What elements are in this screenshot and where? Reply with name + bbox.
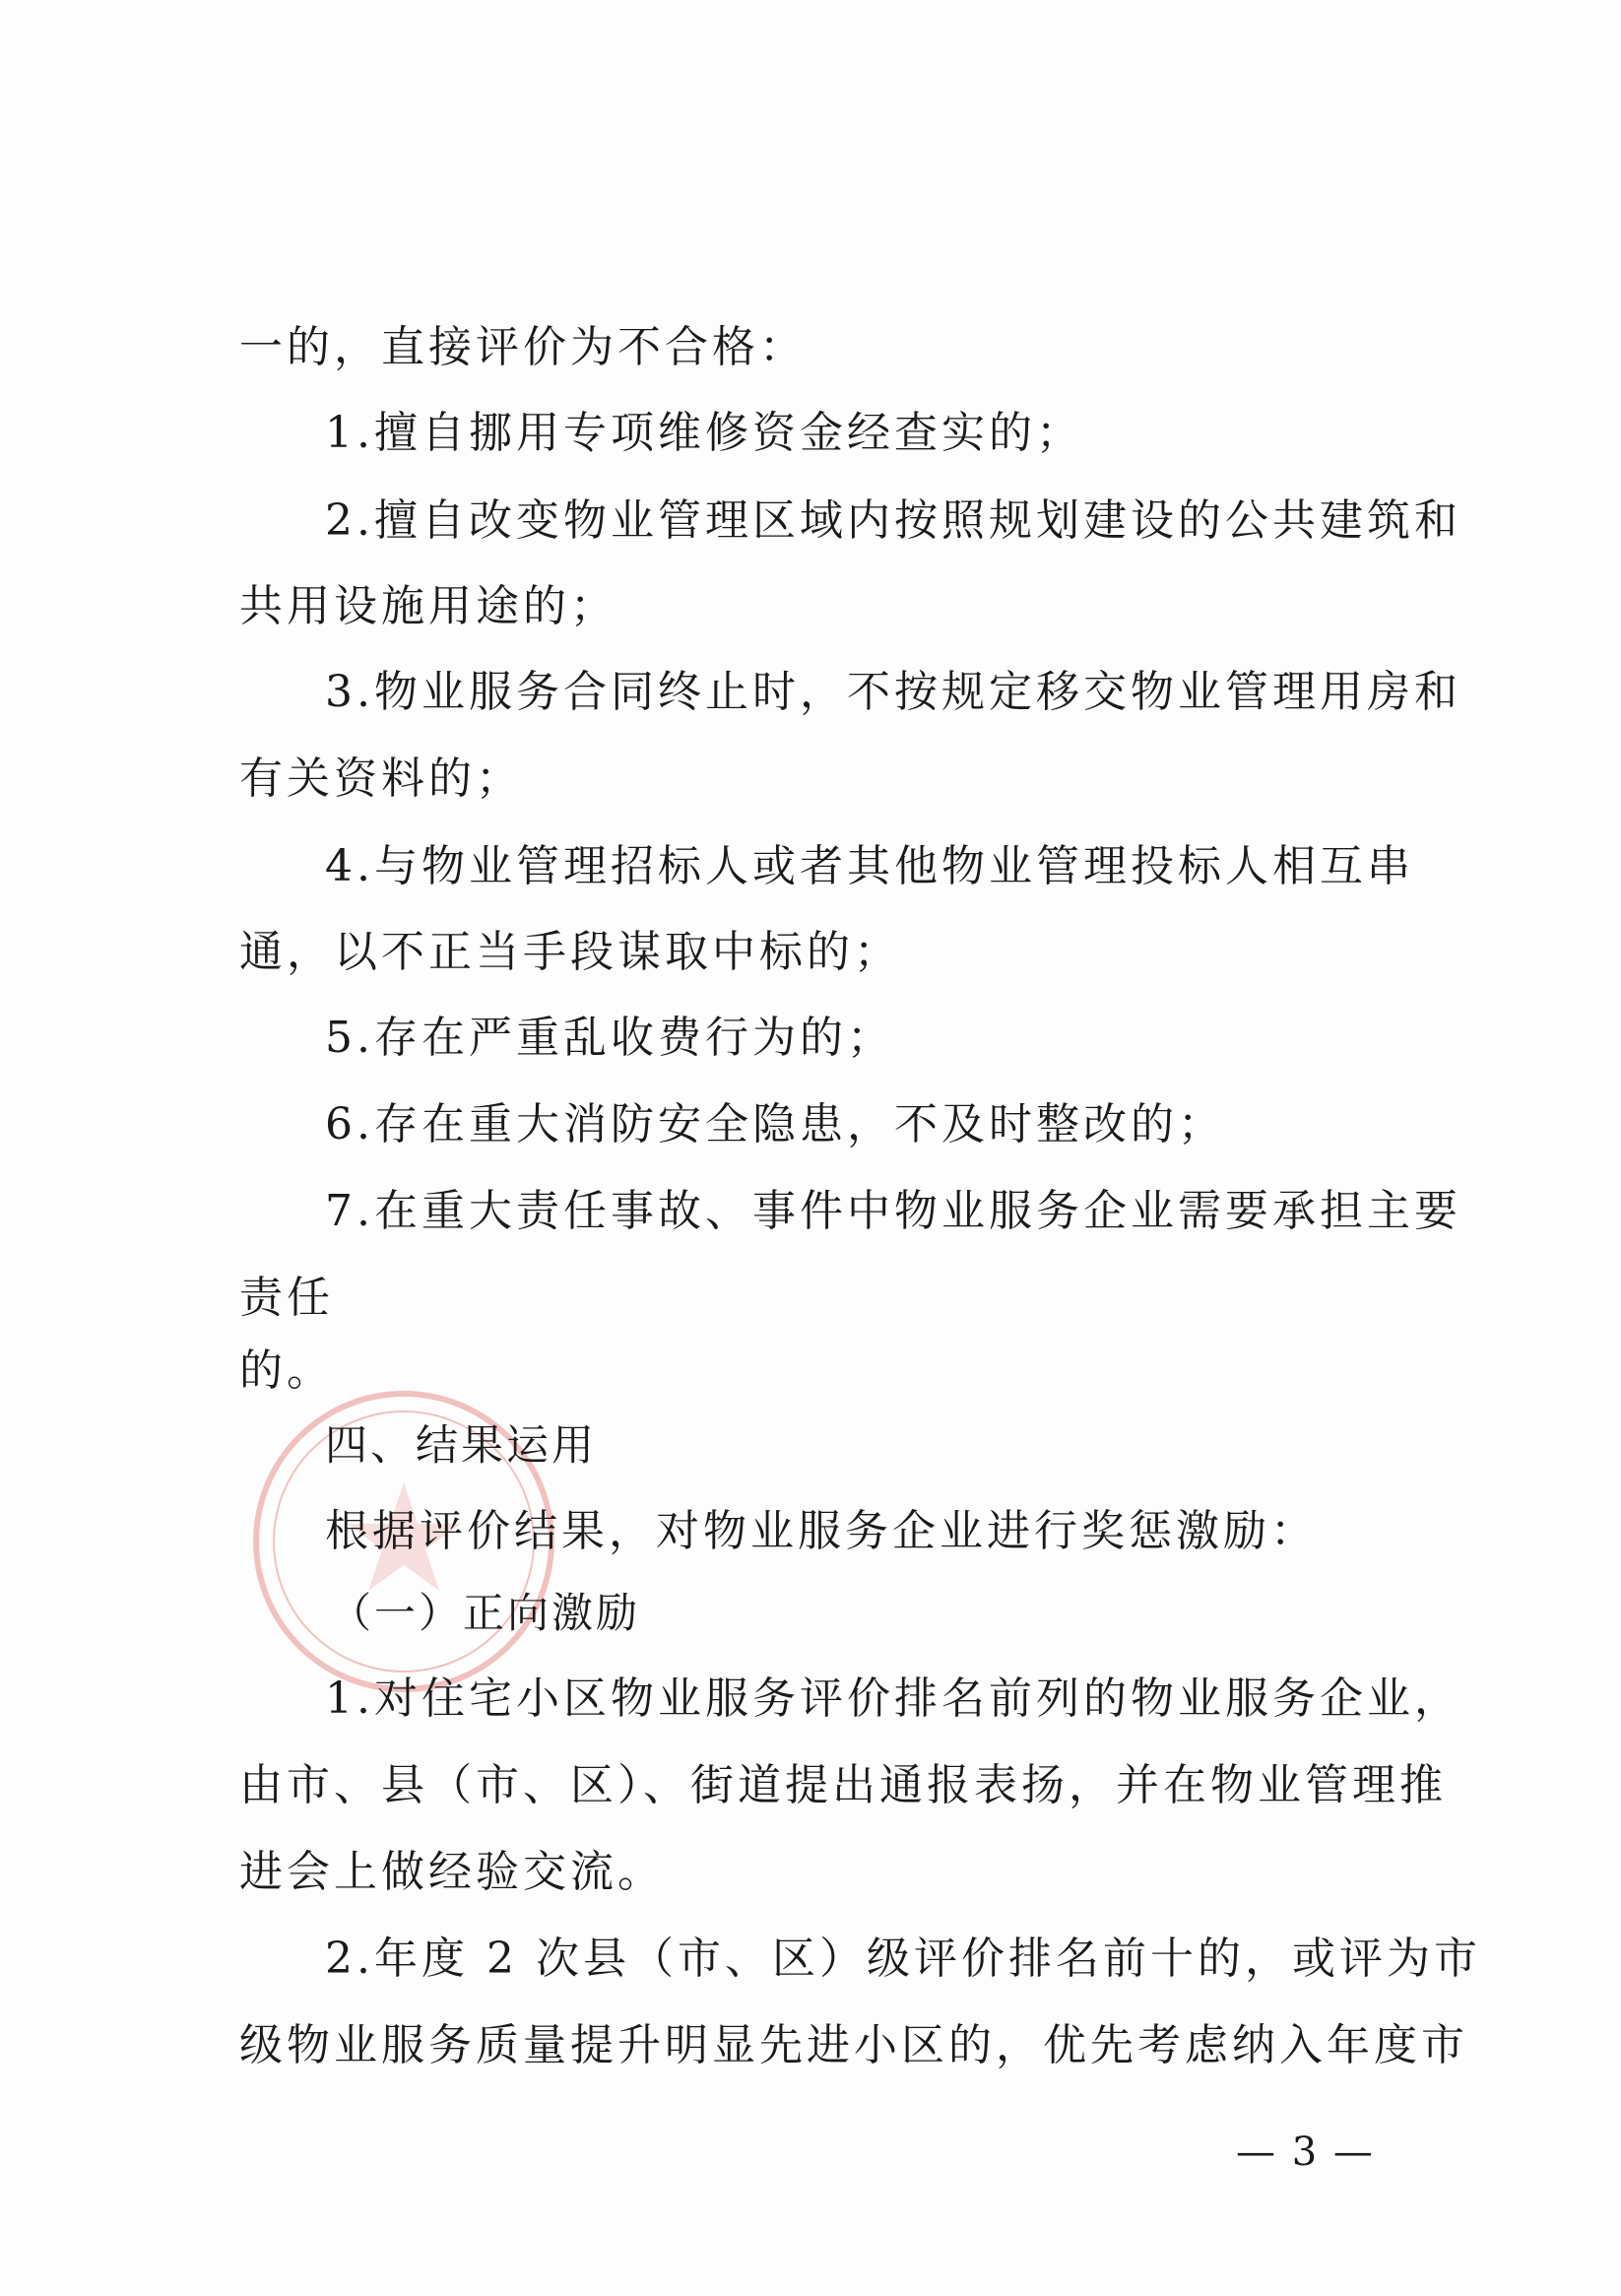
list-item-7-continued: 责任 [239, 1273, 334, 1323]
list-item-4: 4.与物业管理招标人或者其他物业管理投标人相互串 [325, 841, 1414, 891]
body-paragraph: 根据评价结果，对物业服务企业进行奖惩激励： [325, 1506, 1318, 1556]
incentive-item-2-continued: 级物业服务质量提升明显先进小区的，优先考虑纳入年度市 [239, 2020, 1468, 2070]
list-item-1: 1.擅自挪用专项维修资金经查实的； [325, 408, 1083, 458]
body-text-line: 一的，直接评价为不合格： [239, 322, 807, 372]
section-heading: 四、结果运用 [325, 1421, 597, 1471]
subsection-heading: （一）正向激励 [330, 1589, 641, 1637]
list-item-3: 3.物业服务合同终止时，不按规定移交物业管理用房和 [325, 667, 1461, 717]
list-item-4-continued: 通，以不正当手段谋取中标的； [239, 927, 901, 977]
incentive-item-1-continued: 由市、县（市、区）、街道提出通报表扬，并在物业管理推 [239, 1760, 1447, 1810]
page-number: — 3 — [1236, 2130, 1375, 2175]
incentive-item-1-end: 进会上做经验交流。 [239, 1847, 665, 1897]
list-item-2: 2.擅自改变物业管理区域内按照规划建设的公共建筑和 [325, 495, 1461, 546]
list-item-7: 7.在重大责任事故、事件中物业服务企业需要承担主要 [325, 1186, 1461, 1236]
list-item-3-continued: 有关资料的； [239, 754, 523, 804]
incentive-item-1: 1.对住宅小区物业服务评价排名前列的物业服务企业， [325, 1673, 1461, 1724]
list-item-7-end: 的。 [239, 1345, 334, 1396]
list-item-5: 5.存在严重乱收费行为的； [325, 1013, 894, 1063]
list-item-2-continued: 共用设施用途的； [239, 581, 617, 631]
list-item-6: 6.存在重大消防安全隐患，不及时整改的； [325, 1099, 1225, 1149]
incentive-item-2: 2.年度 2 次县（市、区）级评价排名前十的，或评为市 [325, 1934, 1481, 1984]
